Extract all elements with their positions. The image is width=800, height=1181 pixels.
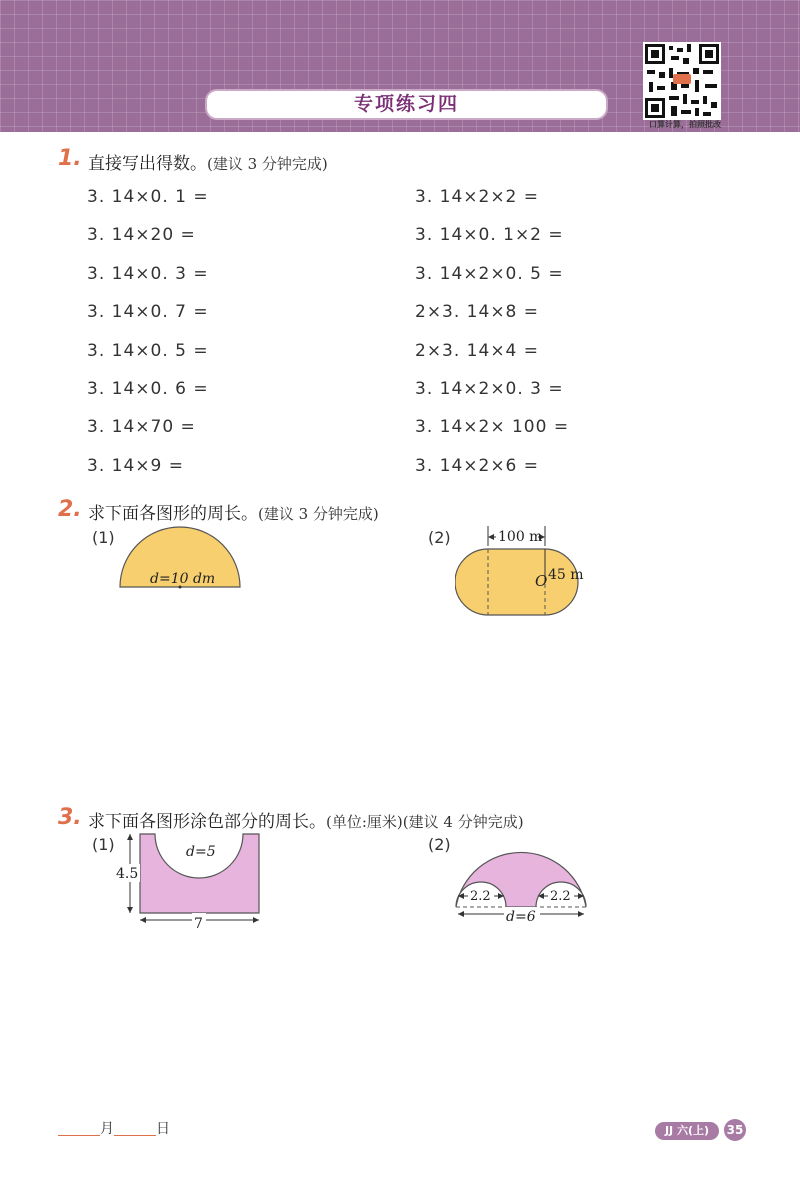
exercise-item: 3. 14×2×2 = <box>415 187 540 207</box>
day-blank <box>114 1123 156 1136</box>
section-3-fig-2-label: (2) <box>428 835 451 854</box>
qr-caption: 口算计算，拍照批改 <box>649 120 721 129</box>
section-3-title <box>88 807 524 832</box>
section-3-title-text: 求下面各图形涂色部分的周长。 <box>88 812 326 832</box>
exercise-item: 3. 14×2×0. 5 = <box>415 263 564 284</box>
semicircle-figure <box>110 525 250 595</box>
rect-height-label: 4.5 <box>116 866 139 882</box>
stadium-width-label: 100 m <box>498 529 543 545</box>
right-small-diameter-label: 2.2 <box>550 889 571 904</box>
left-small-diameter-label: 2.2 <box>470 889 491 904</box>
qr-code-icon <box>643 42 721 120</box>
exercise-item: 3. 14×70 = <box>87 417 196 438</box>
page-title: 专项练习四 <box>205 89 608 120</box>
exercise-item: 3. 14×0. 7 = <box>87 302 209 323</box>
day-label: 日 <box>156 1121 170 1137</box>
exercise-item: 3. 14×0. 1 = <box>87 187 209 207</box>
stadium-radius-label: 45 m <box>548 567 584 583</box>
book-tag: JJ 六(上) <box>655 1122 719 1140</box>
month-label: 月 <box>100 1121 114 1137</box>
stadium-figure <box>455 524 595 624</box>
page-number: 35 <box>724 1119 746 1141</box>
exercise-item: 2×3. 14×4 = <box>415 340 540 361</box>
section-2-number: 2. <box>58 497 82 522</box>
exercise-item: 3. 14×0. 3 = <box>87 263 209 284</box>
rectangle-with-semicircle-figure <box>110 830 270 935</box>
section-3-fig-1-label: (1) <box>92 835 115 854</box>
stadium-center-label: O <box>535 572 548 590</box>
section-3-number: 3. <box>58 805 82 830</box>
section-1-title <box>88 149 328 174</box>
semicircle-diameter-label: d=10 dm <box>150 571 216 587</box>
section-3-hint: (单位:厘米)(建议 4 分钟完成) <box>326 813 524 831</box>
exercise-item: 3. 14×0. 1×2 = <box>415 225 564 246</box>
month-blank <box>58 1123 100 1136</box>
large-diameter-label: d=6 <box>506 909 536 925</box>
exercise-item: 2×3. 14×8 = <box>415 302 540 323</box>
exercise-item: 3. 14×2×0. 3 = <box>415 379 564 399</box>
cutout-diameter-label: d=5 <box>186 844 216 860</box>
exercise-item: 3. 14×2× 100 = <box>415 417 570 438</box>
section-2-title <box>88 499 379 524</box>
section-2-hint: (建议 3 分钟完成) <box>258 505 379 523</box>
section-2-fig-2-label: (2) <box>428 528 451 547</box>
exercise-item: 3. 14×2×6 = <box>415 455 540 476</box>
semicircle-with-small-semicircles-figure <box>448 830 598 925</box>
section-2-title-text: 求下面各图形的周长。 <box>88 504 258 524</box>
date-field <box>58 1118 170 1138</box>
exercise-item: 3. 14×0. 6 = <box>87 379 209 399</box>
exercise-item: 3. 14×0. 5 = <box>87 340 209 361</box>
exercise-item: 3. 14×20 = <box>87 225 196 246</box>
section-1-number: 1. <box>58 146 82 171</box>
section-2-fig-1-label: (1) <box>92 528 115 547</box>
exercise-item: 3. 14×9 = <box>87 455 184 476</box>
section-1-hint: (建议 3 分钟完成) <box>207 155 328 173</box>
rect-width-label: 7 <box>194 916 203 932</box>
section-1-title-text: 直接写出得数。 <box>88 154 207 174</box>
